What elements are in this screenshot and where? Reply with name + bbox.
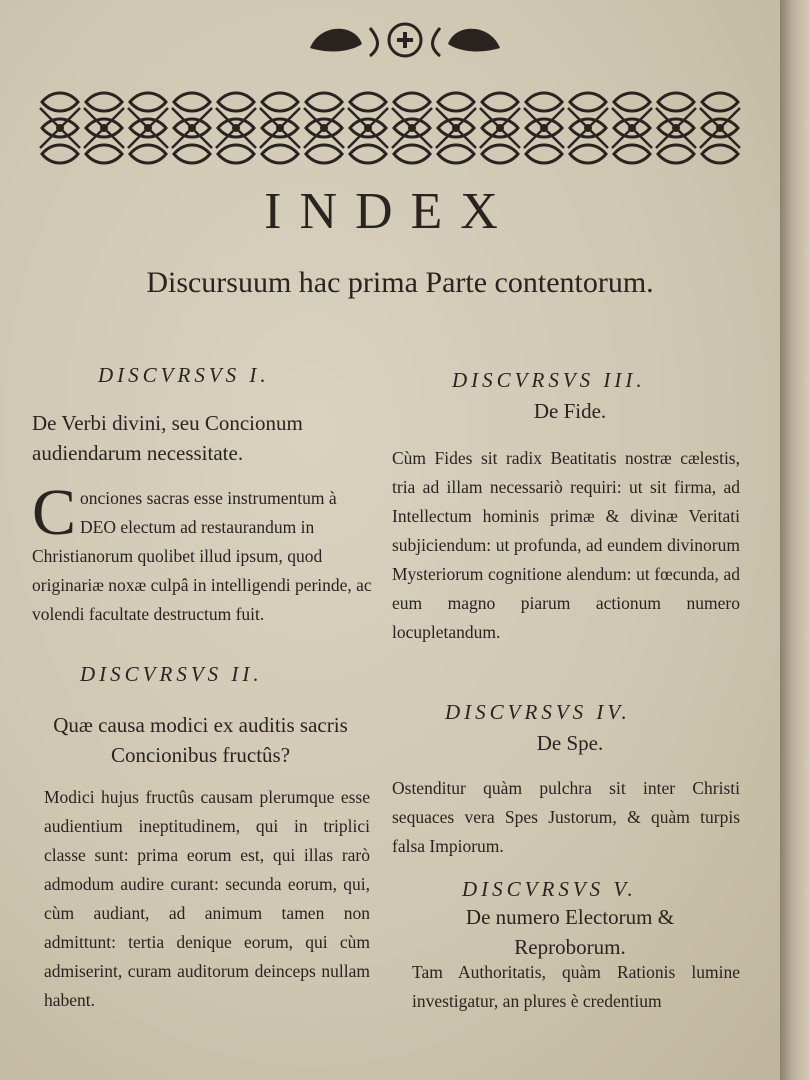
index-title: INDEX	[264, 183, 516, 240]
discursus-text: Modici hujus fructûs causam plerumque esse audientium ineptitudinem, qui in triplici classe sunt: prima eorum est, qui illas rarò admodum audire curant: secunda eorum, qui, cùm audiant, ad animum tamen non admittunt: tertia denique eorum, qui cùm admiserint, curam auditorum deinceps nullam habent.	[44, 787, 370, 1010]
discursus-heading: DISCVRSVS II.	[80, 662, 263, 686]
discursus-text: Tam Authoritatis, quàm Rationis lumine investigatur, an plures è credentium	[412, 962, 740, 1011]
discursus-topic: Quæ causa modici ex auditis sacris Concionibus fructûs?	[53, 713, 348, 767]
discursus-heading: DISCVRSVS IV.	[445, 700, 631, 724]
ornament-band-icon	[38, 88, 743, 168]
discursus-topic: De Spe.	[536, 731, 604, 755]
ornament-headpiece-icon	[300, 18, 510, 62]
discursus-heading: DISCVRSVS I.	[98, 363, 270, 387]
discursus-topic: De Verbi divini, seu Concionum audiendarum necessitate.	[32, 411, 303, 465]
discursus-topic: De Fide.	[533, 399, 607, 423]
discursus-summary	[32, 476, 372, 629]
index-subtitle: Discursuum hac prima Parte contentorum.	[146, 266, 654, 299]
discursus-text: Cùm Fides sit radix Beatitatis nostræ cælestis, tria ad illam necessariò requiri: ut sit firma, ad Intellectum hominis primæ & divinæ Veritati subjiciendum: ut profunda, ad eundem divinorum Mysteriorum cognitione alendum: ut fœcunda, ad eum magno piarum actionum numero locupletandum.	[392, 448, 740, 642]
book-fore-edge	[780, 0, 810, 1080]
discursus-text: Ostenditur quàm pulchra sit inter Christi sequaces vera Spes Justorum, & quàm turpis falsa Impiorum.	[392, 778, 740, 856]
drop-cap: C	[32, 476, 77, 549]
discursus-heading: DISCVRSVS III.	[452, 368, 646, 392]
discursus-text: onciones sacras esse instrumentum à DEO electum ad restaurandum in Christianorum quolibet illud ipsum, quod originariæ noxæ culpâ in intelligendi perinde, ac volendi facultate destructum fuit.	[32, 488, 372, 624]
discursus-heading: DISCVRSVS V.	[462, 877, 637, 901]
discursus-topic: De numero Electorum & Reproborum.	[465, 905, 675, 959]
